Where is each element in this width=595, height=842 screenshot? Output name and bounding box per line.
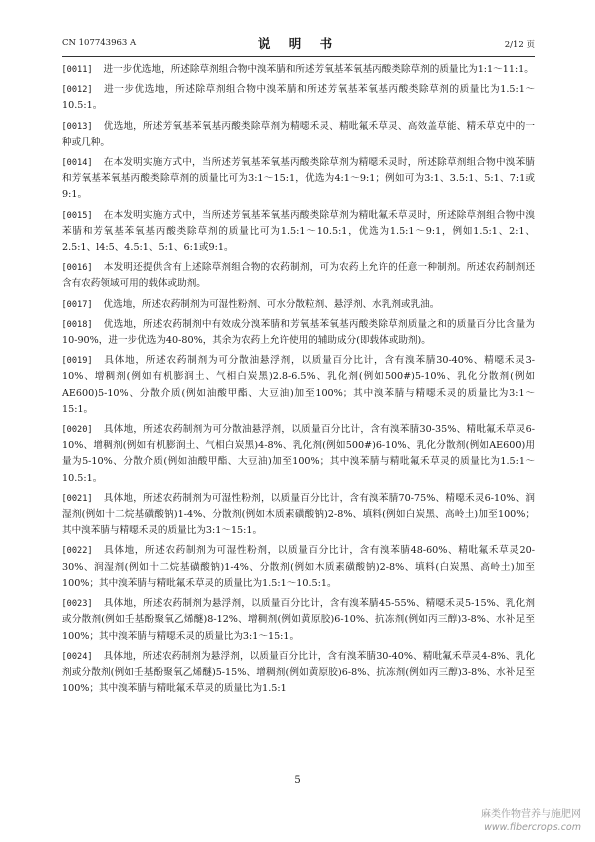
paragraph-0017 (62, 297, 535, 313)
page-title: 说 明 书 (257, 36, 340, 51)
paragraph-0016 (62, 260, 535, 292)
paragraph-number: [0020] (61, 425, 93, 436)
paragraph-0014 (62, 155, 535, 204)
paragraph-text: 具体地，所述农药制剂为可湿性粉剂，以质量百分比计，含有溴苯腈48-60%、精吡氟禾草灵20-30%、润湿剂(例如十二烷基磺酸钠)1-4%、分散剂(例如木质素磺酸钠)2-8%、填料(白炭黑、高岭土)加至100%；其中溴苯腈与精吡氟禾草灵的质量比为1.5:1～10.5:1。 (62, 545, 535, 589)
paragraph-0013 (62, 119, 535, 151)
paragraph-text: 具体地，所述农药制剂为可分散油悬浮剂，以质量百分比计，含有溴苯腈30-35%、精吡氟禾草灵6-10%、增稠剂(例如有机膨润土、气相白炭黑)4-8%、乳化剂(例如500#)6-10%、乳化分散剂(例如AE600)用量为5-10%、分散介质(例如油酸甲酯、大豆油)加至100%；其中溴苯腈与精吡氟禾草灵的质量比为1.5:1～10.5:1。 (62, 424, 535, 484)
paragraph-text: 在本发明实施方式中，当所述芳氧基苯氧基丙酸类除草剂为精吡氟禾草灵时，所述除草剂组合物中溴苯腈和芳氧基苯氧基丙酸类除草剂的质量比可为1.5:1～10.5:1，优选为1.5:1～9:1，例如1.5:1、2:1、2.5:1、l4:5、4.5:1、5:1、6:1或9:1。 (62, 209, 535, 254)
page-number: 5 (294, 775, 301, 786)
paragraph-0023 (62, 596, 535, 645)
paragraph-number: [0015] (61, 210, 93, 221)
paragraph-0024 (62, 649, 535, 698)
paragraph-number: [0022] (61, 546, 93, 557)
paragraph-text: 具体地，所述农药制剂为可分散油悬浮剂，以质量百分比计，含有溴苯腈30-40%、精噁禾灵3-10%、增稠剂(例如有机膨润土、气相白炭黑)2.8-6.5%、乳化剂(例如500#)5-10%、乳化分散剂(例如AE600)5-10%、分散介质(例如油酸甲酯、大豆油)加至100%；其中溴苯腈与精噁禾灵的质量比为3:1～15:1。 (62, 355, 535, 415)
paragraph-number: [0018] (61, 319, 93, 330)
paragraph-0018 (62, 317, 535, 349)
document-body (62, 62, 535, 701)
paragraph-number: [0013] (61, 121, 93, 132)
page-header (62, 34, 535, 54)
site-watermark (481, 808, 581, 834)
paragraph-0019 (62, 353, 535, 418)
watermark-url: www.fibercrops.com (484, 822, 581, 833)
patent-number: CN 107743963 A (62, 38, 137, 48)
paragraph-number: [0017] (61, 299, 93, 310)
paragraph-number: [0021] (61, 493, 93, 504)
paragraph-text: 具体地，所述农药制剂为悬浮剂，以质量百分比计，含有溴苯腈30-40%、精吡氟禾草灵4-8%、乳化剂或分散剂(例如壬基酚聚氧乙烯醚)5-15%、增稠剂(例如黄原胶)6-8%、抗冻剂(例如丙三醇)3-8%、水补足至100%；其中溴苯腈与精吡氟禾草灵的质量比为1.5:1 (62, 650, 535, 695)
paragraph-0015 (62, 208, 535, 257)
paragraph-text: 具体地，所述农药制剂为悬浮剂，以质量百分比计，含有溴苯腈45-55%、精噁禾灵5-15%、乳化剂或分散剂(例如壬基酚聚氧乙烯醚)8-12%、增稠剂(例如黄原胶)6-10%、抗冻剂(例如丙三醇)3-8%、水补足至100%；其中溴苯腈与精噁禾灵的质量比为3:1～15:1。 (62, 598, 535, 642)
paragraph-text: 优选地，所述芳氧基苯氧基丙酸类除草剂为精噁禾灵、精吡氟禾草灵、高效盖草能、精禾草克中的一种或几种。 (62, 120, 535, 148)
page-indicator: 2/12 页 (504, 40, 535, 50)
paragraph-text: 优选地，所述农药制剂中有效成分溴苯腈和芳氧基苯氧基丙酸类除草剂质量之和的质量百分比含量为10-90%，进一步优选为40-80%，其余为农药上允许使用的辅助成分(即载体或助剂)。 (62, 318, 535, 347)
paragraph-number: [0023] (61, 599, 93, 610)
paragraph-text: 优选地，所述农药制剂为可湿性粉剂、可水分散粒剂、悬浮剂、水乳剂或乳油。 (103, 298, 440, 310)
paragraph-text: 本发明还提供含有上述除草剂组合物的农药制剂，可为农药上允许的任意一种制剂。所述农药制剂还含有农药领域可用的载体或助剂。 (62, 262, 535, 290)
paragraph-text: 进一步优选地，所述除草剂组合物中溴苯腈和所述芳氧基苯氧基丙酸类除草剂的质量比为1:1～11:1。 (103, 64, 534, 75)
header-divider (62, 56, 535, 57)
paragraph-number: [0019] (61, 356, 93, 367)
paragraph-0011 (62, 62, 535, 78)
paragraph-number: [0016] (61, 263, 93, 274)
paragraph-text: 具体地，所述农药制剂为可湿性粉剂，以质量百分比计，含有溴苯腈70-75%、精噁禾灵6-10%、润湿剂(例如十二烷基磺酸钠)1-4%、分散剂(例如木质素磺酸钠)2-8%、填料(例如白炭黑、高岭土)加至100%；其中溴苯腈与精噁禾灵的质量比为3:1～15:1。 (62, 492, 535, 537)
paragraph-number: [0011] (61, 65, 93, 75)
paragraph-0022 (62, 543, 535, 592)
watermark-site-name: 麻类作物营养与施肥网 (481, 809, 581, 820)
paragraph-number: [0014] (61, 158, 93, 169)
paragraph-text: 进一步优选地，所述除草剂组合物中溴苯腈和所述芳氧基苯氧基丙酸类除草剂的质量比为1.5:1～10.5:1。 (62, 84, 535, 112)
paragraph-0020 (62, 422, 535, 487)
paragraph-0021 (62, 491, 535, 540)
paragraph-number: [0024] (61, 651, 93, 662)
paragraph-0012 (62, 82, 535, 114)
paragraph-number: [0012] (61, 85, 93, 96)
paragraph-text: 在本发明实施方式中，当所述芳氧基苯氧基丙酸类除草剂为精噁禾灵时，所述除草剂组合物中溴苯腈和芳氧基苯氧基丙酸类除草剂的质量比可为3:1～15:1，优选为4:1～9:1；例如可为3:1、3.5:1、5:1、7:1或9:1。 (62, 157, 535, 201)
